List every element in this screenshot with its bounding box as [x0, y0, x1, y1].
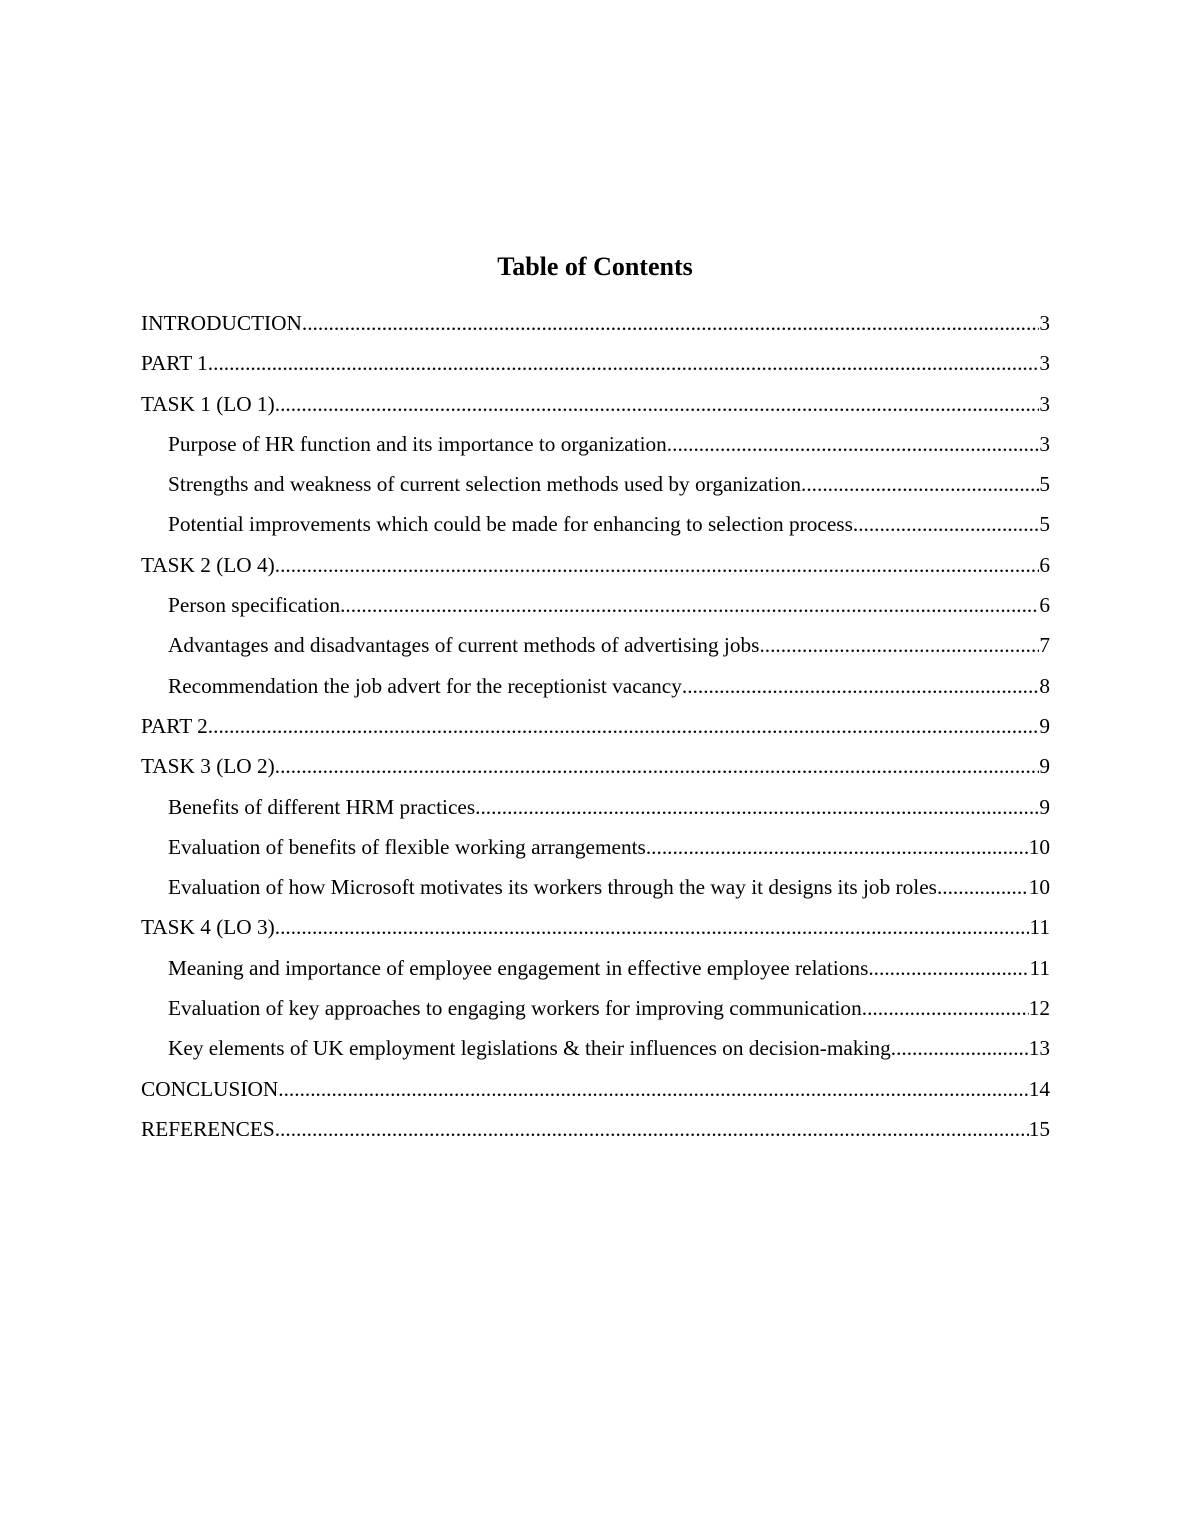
- toc-entry[interactable]: [141, 749, 1050, 789]
- toc-dot-leader: [646, 830, 1029, 864]
- toc-dot-leader: [278, 1072, 1028, 1106]
- toc-subentry[interactable]: [141, 790, 1050, 830]
- toc-subentry[interactable]: [141, 507, 1050, 547]
- toc-page-number: 9: [1039, 794, 1050, 819]
- toc-dot-leader: [868, 951, 1029, 985]
- toc-page-number: 14: [1028, 1076, 1050, 1101]
- toc-page-number: 3: [1039, 431, 1050, 456]
- toc-subentry[interactable]: [141, 830, 1050, 870]
- toc-title: Table of Contents: [497, 252, 693, 281]
- toc-entry[interactable]: [141, 1112, 1050, 1152]
- toc-entry-text: TASK 3 (LO 2): [141, 754, 275, 779]
- toc-entry[interactable]: [141, 387, 1050, 427]
- toc-page-number: 11: [1029, 915, 1050, 940]
- toc-entry-text: TASK 4 (LO 3): [141, 915, 275, 940]
- toc-page-number: 9: [1039, 754, 1050, 779]
- toc-dot-leader: [275, 1112, 1029, 1146]
- toc-page-number: 3: [1039, 311, 1050, 335]
- toc-dot-leader: [275, 387, 1040, 421]
- toc-page-number: 8: [1039, 673, 1050, 698]
- toc-page-number: 15: [1028, 1116, 1050, 1141]
- toc-entry[interactable]: [141, 1072, 1050, 1112]
- toc-page-number: 5: [1039, 472, 1050, 497]
- toc-page-number: 3: [1039, 351, 1050, 376]
- toc-entry-text: Recommendation the job advert for the receptionist vacancy: [168, 673, 682, 698]
- toc-dot-leader: [858, 507, 1039, 541]
- toc-entry[interactable]: [141, 709, 1050, 749]
- toc-entry-text: Purpose of HR function and its importance to organization.: [168, 431, 673, 456]
- toc-subentry[interactable]: [141, 991, 1050, 1031]
- toc-entry-text: Strengths and weakness of current selection methods used by organization.: [168, 472, 807, 497]
- toc-subentry[interactable]: [141, 870, 1050, 910]
- toc-page-number: 10: [1028, 875, 1050, 900]
- toc-entry-text: REFERENCES: [141, 1116, 275, 1141]
- toc-dot-leader: [275, 548, 1040, 582]
- toc-dot-leader: [208, 709, 1040, 743]
- toc-subentry[interactable]: [141, 1031, 1050, 1071]
- toc-entry-text: TASK 2 (LO 4): [141, 552, 275, 577]
- toc-subentry[interactable]: [141, 951, 1050, 991]
- toc-subentry[interactable]: [141, 467, 1050, 507]
- toc-subentry[interactable]: [141, 588, 1050, 628]
- toc-page-number: 6: [1039, 593, 1050, 618]
- toc-entry-text: Evaluation of how Microsoft motivates its workers through the way it designs its job roles.: [168, 875, 943, 900]
- toc-entry-text: TASK 1 (LO 1): [141, 391, 275, 416]
- toc-dot-leader: [275, 910, 1030, 944]
- toc-page-number: 10: [1028, 834, 1050, 859]
- toc-entry-text: Benefits of different HRM practices: [168, 794, 476, 819]
- toc-subentry[interactable]: [141, 427, 1050, 467]
- toc-dot-leader: [208, 346, 1040, 380]
- toc-entry-text: Key elements of UK employment legislations & their influences on decision-making: [168, 1036, 891, 1061]
- toc-entry-text: Evaluation of benefits of flexible working arrangements: [168, 834, 646, 859]
- toc-subentry[interactable]: [141, 669, 1050, 709]
- toc-page-number: 7: [1039, 633, 1050, 658]
- toc-dot-leader: [806, 467, 1039, 501]
- toc-entry-text: Potential improvements which could be made for enhancing to selection process.: [168, 512, 859, 537]
- toc-dot-leader: [682, 669, 1039, 703]
- toc-entry-text: Advantages and disadvantages of current methods of advertising jobs: [168, 633, 760, 658]
- toc-entry[interactable]: [141, 346, 1050, 386]
- toc-entry-text: Meaning and importance of employee engagement in effective employee relations: [168, 955, 869, 980]
- toc-page-number: 5: [1039, 512, 1050, 537]
- toc-list: [141, 306, 1050, 1152]
- toc-entry-text: PART 2: [141, 713, 208, 738]
- toc-page-number: 6: [1039, 552, 1050, 577]
- toc-page-number: 3: [1039, 391, 1050, 416]
- toc-page-number: 12: [1028, 996, 1050, 1021]
- toc-dot-leader: [672, 427, 1039, 461]
- toc-dot-leader: [891, 1031, 1029, 1065]
- toc-entry[interactable]: [141, 548, 1050, 588]
- toc-dot-leader: [867, 991, 1029, 1025]
- toc-entry-text: PART 1: [141, 351, 208, 376]
- toc-dot-leader: [475, 790, 1039, 824]
- toc-page-number: 11: [1029, 955, 1050, 980]
- toc-entry-text: Person specification: [168, 593, 341, 618]
- toc-dot-leader: [275, 749, 1040, 783]
- toc-dot-leader: [942, 870, 1028, 904]
- toc-page-number: 13: [1028, 1036, 1050, 1061]
- toc-dot-leader: [340, 588, 1039, 622]
- toc-dot-leader: [302, 306, 1039, 340]
- toc-dot-leader: [759, 628, 1039, 662]
- toc-entry-text: CONCLUSION: [141, 1076, 279, 1101]
- toc-entry-text: Evaluation of key approaches to engaging workers for improving communication.: [168, 996, 868, 1021]
- toc-page-number: 9: [1039, 713, 1050, 738]
- toc-subentry[interactable]: [141, 628, 1050, 668]
- toc-entry[interactable]: [141, 910, 1050, 950]
- toc-entry-text: INTRODUCTION: [141, 311, 302, 335]
- toc-entry[interactable]: [141, 306, 1050, 346]
